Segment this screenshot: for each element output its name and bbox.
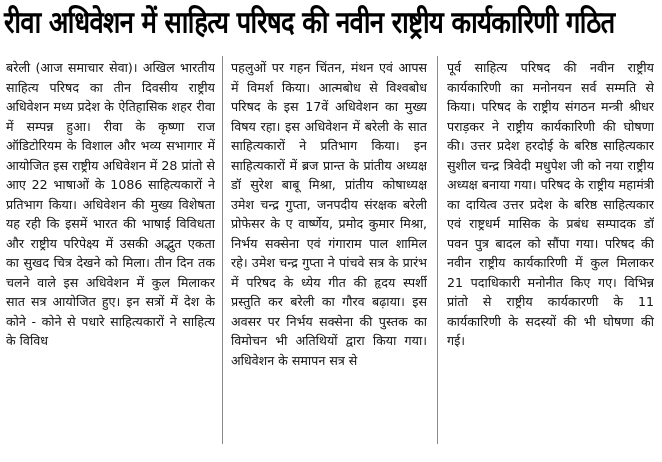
article-column-3: पूर्व साहित्य परिषद की नवीन राष्ट्रीय कार्यकारिणी का मनोनयन सर्व सम्मति से किया। परिषद के राष्ट्रीय संगठन मन्त्री श्रीधर पराड़कर ने राष्ट्रीय कार्यकारिणी की घोषणा की। उत्तर प्रदेश हरदोई के बरिष्ठ साहित्यकार सुशील चन्द्र त्रिवेदी मधुपेश जी को नया राष्ट्रीय अध्यक्ष बनाया गया। परिषद के राष्ट्रीय महामंत्री का दायित्व उत्तर प्रदेश के बरिष्ठ साहित्यकार एवं राष्ट्रधर्म मासिक के प्रबंध सम्पादक डॉ पवन पुत्र बादल को सौंपा गया। परिषद की नवीन राष्ट्रीय कार्यकारिणी में कुल मिलाकर 21 पदाधिकारी मनोनीत किए गए। विभिन्न प्रांतो से राष्ट्रीय कार्यकारणी के 11 कार्यकारिणी के सदस्यों की भी घोषणा की गई।	[447, 60, 654, 348]
headline: रीवा अधिवेशन में साहित्य परिषद की नवीन राष्ट्रीय कार्यकारिणी गठित	[4, 5, 615, 41]
article-column-1: बरेली (आज समाचार सेवा)। अखिल भारतीय साहित्य परिषद का तीन दिवसीय राष्ट्रीय अधिवेशन मध्य प्रदेश के ऐतिहासिक शहर रीवा में सम्पन्न हुआ। रीवा के कृष्णा राज ऑडिटोरियम के विशाल और भव्य सभागार में आयोजित इस राष्ट्रीय अधिवेशन में 28 प्रांतो से आए 22 भाषाओं के 1086 साहित्यकारों ने प्रतिभाग किया। अधिवेशन की मुख्य विशेषता यह रही कि इसमें भारत की भाषाई विविधता और राष्ट्रीय परिपेक्ष्य में उसकी अद्भुत एकता का सुखद चित्र देखने को मिला। तीन दिन तक चलने वाले इस अधिवेशन में कुल मिलाकर सात सत्र आयोजित हुए। इन सत्रों में देश के कोने - कोने से पधारे साहित्यकारों ने साहित्य के विविध	[6, 60, 215, 348]
article-column-2: पहलुओं पर गहन चिंतन, मंथन एवं आपस में विमर्श किया। आत्मबोध से विश्वबोध परिषद के इस 17वें अधिवेशन का मुख्य विषय रहा। इस अधिवेशन में बरेली के सात साहित्यकारों ने प्रतिभाग किया। इन साहित्यकारों में ब्रज प्रान्त के प्रांतीय अध्यक्ष डॉ सुरेश बाबू मिश्रा, प्रांतीय कोषाध्यक्ष उमेश चन्द्र गुप्ता, जनपदीय संरक्षक बरेली प्रोफेसर के ए वार्ष्णेय, प्रमोद कुमार मिश्रा, निर्भय सक्सेना एवं गंगाराम पाल शामिल रहे। उमेश चन्द्र गुप्ता ने पांचवे सत्र के प्रारंभ में परिषद के ध्येय गीत की हृदय स्पर्शी प्रस्तुति कर बरेली का गौरव बढ़ाया। इस अवसर पर निर्भय सक्सेना की पुस्तक का विमोचन भी अतिथियों द्वारा किया गया। अधिवेशन के समापन सत्र से	[231, 60, 427, 368]
column-divider	[437, 56, 438, 444]
column-divider	[222, 56, 223, 444]
cropped-next-article-strip	[0, 452, 662, 462]
